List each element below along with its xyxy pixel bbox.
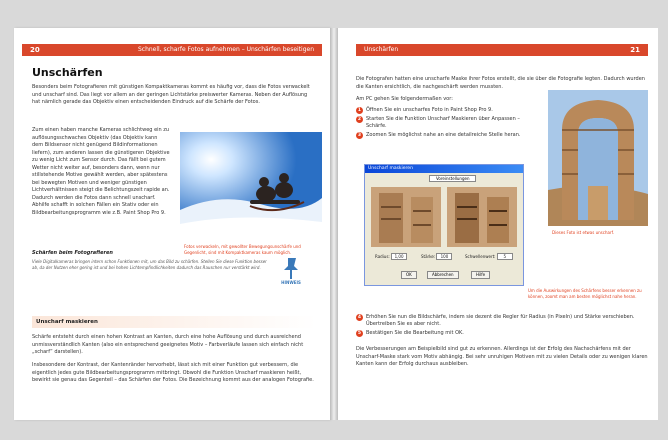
- ok-button[interactable]: OK: [401, 271, 417, 279]
- unsharp-mask-dialog: [364, 164, 524, 286]
- step-text: Öffnen Sie ein unscharfes Foto in Paint Shop Pro 9.: [366, 107, 493, 113]
- step-number-badge: 4: [357, 315, 362, 320]
- hint-logo: [276, 256, 306, 288]
- threshold-label: Schwellenwert:: [465, 254, 496, 259]
- right-page-number: 21: [630, 46, 640, 54]
- left-para-3: Schärfe entsteht durch einen hohen Kontrast an Kanten, durch eine hohe Auflösung und durch ausreichend unmissverständlich Kanten (also ein entsprechend geeignetes Motiv – Farbverläufe lassen sich einfach nicht „scharf“ darstellen).: [32, 334, 304, 355]
- strength-field: [421, 253, 452, 260]
- left-para-4: Insbesondere der Kontrast, der Kantenränder hervorhebt, lässt sich mit einer Funktion gut verbessern, die eigentlich jedes gute Bildbearbeitungsprogramm mitbringt. Obwohl die Funktion Unscharf maskieren heißt, bewirkt sie genau das Gegenteil – das Schärfen der Fotos. Die Bezeichnung kommt aus der analogen Fotografie.: [32, 362, 314, 383]
- dialog-preview-before: [371, 187, 441, 247]
- sledding-photo: [180, 132, 322, 242]
- pushpin-icon: [276, 256, 306, 280]
- section-title-bar: Unscharf maskieren: [32, 316, 316, 328]
- steps-list-1: [356, 107, 541, 141]
- radius-input[interactable]: 1,00: [391, 253, 407, 260]
- left-running-header-bar: [22, 44, 322, 56]
- tip-box: [32, 250, 272, 294]
- left-running-header: Schnell, scharfe Fotos aufnehmen – Unschärfen beseitigen: [137, 46, 314, 53]
- step-number-badge: 1: [357, 108, 362, 113]
- right-para-1: Die Fotografen hatten eine unscharfe Maske ihrer Fotos erstellt, die sie über die Fotografie legten. Dadurch wurden die Kanten ersichtlich, die nachgeschärft werden mussten.: [356, 76, 645, 90]
- radius-label: Radius:: [375, 254, 390, 259]
- step-item: [356, 330, 646, 337]
- right-intro: Am PC gehen Sie folgendermaßen vor:: [356, 96, 453, 102]
- radius-field: [375, 253, 407, 260]
- right-page: [338, 28, 658, 420]
- strength-input[interactable]: 100: [436, 253, 452, 260]
- arch-photo: [548, 90, 648, 226]
- step-text: Erhöhen Sie nun die Bildschärfe, indem sie dezent die Regler für Radius (in Pixeln) und Stärke verschieben. Übertreiben Sie es aber nicht.: [366, 314, 635, 327]
- step-number-badge: 2: [357, 117, 362, 122]
- dialog-preset-select[interactable]: Voreinstellungen: [429, 175, 476, 182]
- step-text: Zoomen Sie möglichst nahe an eine detailreiche Stelle heran.: [366, 132, 521, 138]
- step-number-badge: 5: [357, 331, 362, 336]
- left-para-2: Zum einen haben manche Kameras schlichtweg ein zu auflösungsschwaches Objektiv (das Objektiv kann dem Bildsensor nicht genügend Bildinformationen liefern), zum anderen lassen die günstigeren Objektive zu wenig Licht zum Sensor durch. Das fällt bei gutem Wetter nicht weiter auf, besonders dann, wenn nur stillstehende Motive gewählt werden, aber spätestens bei bewegten Motiven und weniger günstigen Lichtverhältnissen steigt die Belichtungszeit rapide an. Dadurch werden die Fotos dann schnell unscharf. Abhilfe schafft in solchen Fällen ein Stativ oder ein Bildbearbeitungsprogramm wie z.B. Paint Shop Pro 9.: [32, 127, 170, 216]
- help-button[interactable]: Hilfe: [471, 271, 490, 279]
- right-running-header-bar: [356, 44, 648, 56]
- threshold-field: [465, 253, 513, 260]
- book-gutter: [330, 28, 338, 420]
- strength-label: Stärke:: [421, 254, 436, 259]
- left-photo-caption: Fotos verwackeln, mit gewollter Bewegungsunschärfe und Gegenlicht, sind mit Kompaktkameras kaum möglich.: [184, 244, 301, 255]
- left-heading: Unschärfen: [32, 66, 103, 79]
- step-text: Starten Sie die Funktion Unscharf Maskieren über Anpassen – Schärfe.: [366, 116, 520, 129]
- step-item: [356, 314, 646, 328]
- hint-logo-label: HINWEIS: [281, 280, 301, 285]
- right-running-header: Unschärfen: [364, 46, 399, 53]
- tip-text: Viele Digitalkameras bringen intern schon Funktionen mit, um das Bild zu schärfen. Stellen Sie diese Funktion besser ab, da der Nutzen eher gering ist und bei hohen Lichtempfindlichkeiten dadurch das Rauschen nur verstärkt wird.: [32, 259, 267, 270]
- step-number-badge: 3: [357, 133, 362, 138]
- arch-photo-caption: Dieses Foto ist etwas unscharf.: [552, 230, 614, 235]
- cancel-button[interactable]: Abbrechen: [427, 271, 459, 279]
- dialog-caption: Um die Auswirkungen des Schärfens besser erkennen zu können, zoomt man am besten möglichst nahe heran.: [528, 288, 642, 299]
- tip-title: Schärfen beim Fotografieren: [32, 250, 113, 256]
- right-para-2: Die Verbesserungen am Beispielbild sind gut zu erkennen. Allerdings ist der Erfolg des Nachschärfens mit der Unscharf-Maske stark vom Motiv abhängig. Bei sehr unruhigen Motiven mit zu vielen Details oder zu wenigen klaren Kanten kann der Erfolg durchaus ausbleiben.: [356, 346, 648, 367]
- steps-list-2: [356, 314, 646, 339]
- step-item: [356, 132, 541, 139]
- left-page-number: 20: [30, 46, 40, 54]
- step-item: [356, 116, 541, 130]
- step-item: [356, 107, 541, 114]
- left-para-1: Besonders beim Fotografieren mit günstigen Kompaktkameras kommt es häufig vor, dass die Fotos verwackelt und unscharf sind. Das liegt vor allem an der geringen Lichtstärke preiswerter Kameras. Neben der Auflösung hat nämlich gerade das Objektiv einen entscheidenden Eindruck auf die Schärfe der Fotos.: [32, 84, 310, 105]
- threshold-input[interactable]: 5: [497, 253, 513, 260]
- dialog-preview-after: [447, 187, 517, 247]
- dialog-title: Unscharf maskieren: [365, 165, 523, 173]
- left-page: [14, 28, 330, 420]
- step-text: Bestätigen Sie die Bearbeitung mit OK.: [366, 330, 464, 336]
